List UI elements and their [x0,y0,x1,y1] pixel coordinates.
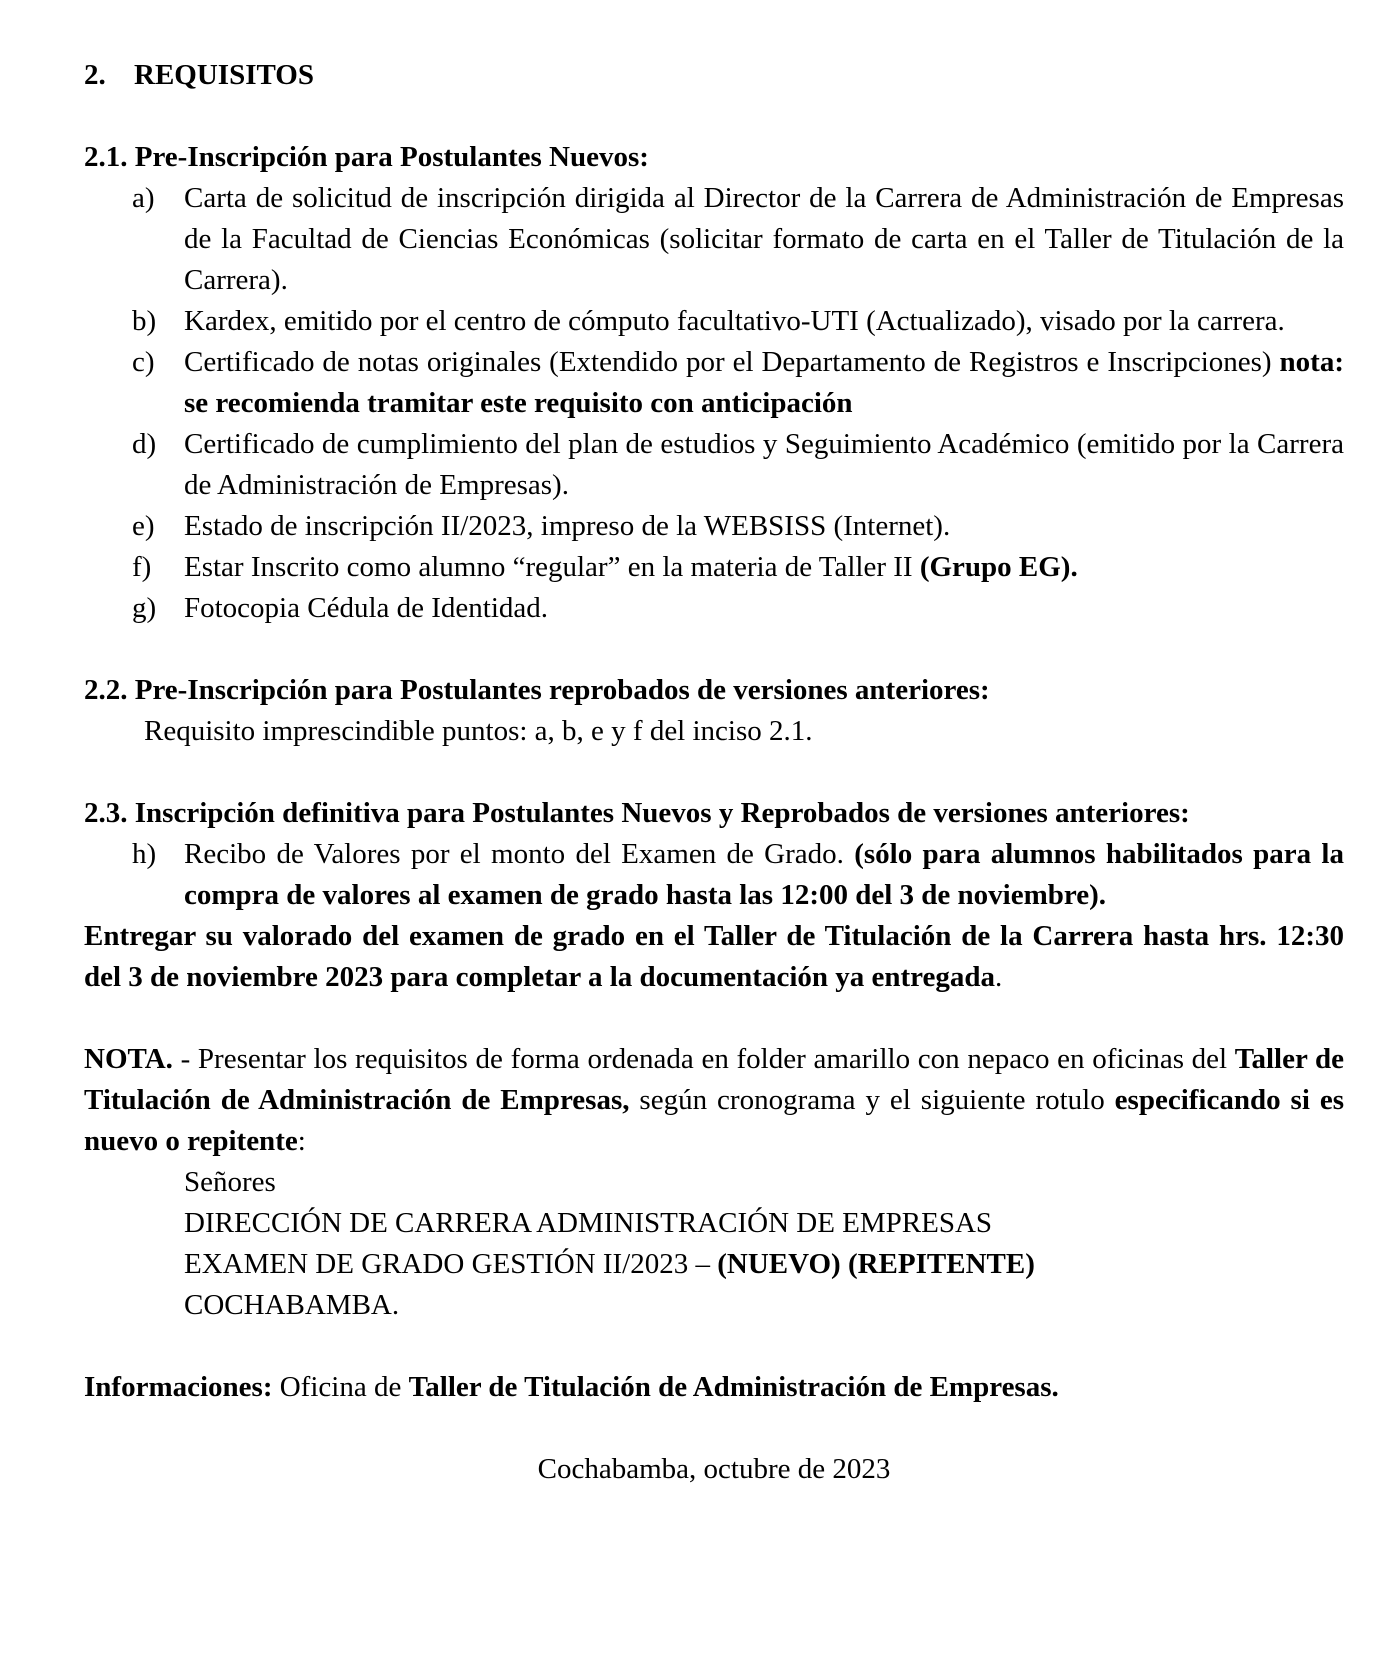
item-label: h) [132,838,157,870]
nota-text-3: : [297,1125,306,1157]
list-item [84,834,1344,916]
address-line-4: COCHABAMBA. [184,1289,400,1321]
item-text: Certificado de cumplimiento del plan de estudios y Seguimiento Académico (emitido por la Carrera de Administración de Empresas). [184,428,1344,501]
section-2-2-title: 2.2. Pre-Inscripción para Postulantes reprobados de versiones anteriores: [84,674,990,706]
section-2-title: REQUISITOS [134,59,314,91]
info-line [84,1367,1344,1408]
item-label: a) [132,182,155,214]
delivery-end: . [995,961,1003,993]
address-line-3 [184,1244,1344,1285]
address-line-1: Señores [184,1166,276,1198]
list-item [84,547,1344,588]
item-text: Estado de inscripción II/2023, impreso de la WEBSISS (Internet). [184,510,951,542]
item-group: (Grupo EG). [919,551,1078,583]
item-label: d) [132,428,157,460]
nota-label: NOTA. [84,1043,173,1075]
item-text: Estar Inscrito como alumno “regular” en la materia de Taller II [184,551,920,583]
nota-text-2: según cronograma y el siguiente rotulo [629,1084,1115,1116]
list-item [84,424,1344,506]
info-label: Informaciones: [84,1371,273,1403]
item-label: f) [132,551,152,583]
section-2-2-text: Requisito imprescindible puntos: a, b, e y f del inciso 2.1. [144,715,813,747]
info-office: Taller de Titulación de Administración de Empresas. [408,1371,1059,1403]
item-text: Kardex, emitido por el centro de cómputo facultativo-UTI (Actualizado), visado por la carrera. [184,305,1285,337]
item-label: g) [132,592,157,624]
nota-text-1: - Presentar los requisitos de forma ordenada en folder amarillo con nepaco en oficinas del [172,1043,1235,1075]
section-2-3-title: 2.3. Inscripción definitiva para Postulantes Nuevos y Reprobados de versiones anteriores: [84,797,1190,829]
requirements-list [84,178,1344,629]
info-text: Oficina de [272,1371,409,1403]
section-2-1-title: 2.1. Pre-Inscripción para Postulantes Nuevos: [84,141,649,173]
item-text: Carta de solicitud de inscripción dirigida al Director de la Carrera de Administración de Empresas de la Facultad de Ciencias Económicas (solicitar formato de carta en el Taller de Titulación de la Carrera). [184,182,1344,296]
document-page [84,55,1344,1490]
item-label: e) [132,510,155,542]
item-label: c) [132,346,155,378]
item-text: Certificado de notas originales (Extendido por el Departamento de Registros e Inscripciones) [184,346,1280,378]
address-line-2: DIRECCIÓN DE CARRERA ADMINISTRACIÓN DE EMPRESAS [184,1207,993,1239]
list-item [84,588,1344,629]
item-text: Fotocopia Cédula de Identidad. [184,592,549,624]
nota-bold-1: Taller de Titulación de Administración de Empresas, [84,1043,1344,1116]
address-line-3-bold: (NUEVO) (REPITENTE) [717,1248,1035,1280]
nota-bold-2: especificando si es nuevo o repitente [84,1084,1344,1157]
item-condition: (sólo para alumnos habilitados para la compra de valores al examen de grado hasta las 12:00 del 3 de noviembre). [184,838,1344,911]
item-text: Recibo de Valores por el monto del Examen de Grado. [184,838,855,870]
address-line-3-text: EXAMEN DE GRADO GESTIÓN II/2023 – [184,1248,718,1280]
list-item [84,178,1344,301]
place-date: Cochabamba, octubre de 2023 [537,1453,891,1485]
delivery-bold: Entregar su valorado del examen de grado en el Taller de Titulación de la Carrera hasta hrs. 12:30 del 3 de noviembre 2023 para completar a la documentación ya entregada [84,920,1344,993]
item-label: b) [132,305,157,337]
list-item [84,342,1344,424]
section-2-heading [84,55,1344,96]
section-2-number: 2. [84,59,106,91]
address-block [84,1162,1344,1326]
delivery-instructions [84,916,1344,998]
nota-paragraph [84,1039,1344,1162]
list-item [84,506,1344,547]
list-item [84,301,1344,342]
item-note: nota: se recomienda tramitar este requisito con anticipación [184,346,1344,419]
